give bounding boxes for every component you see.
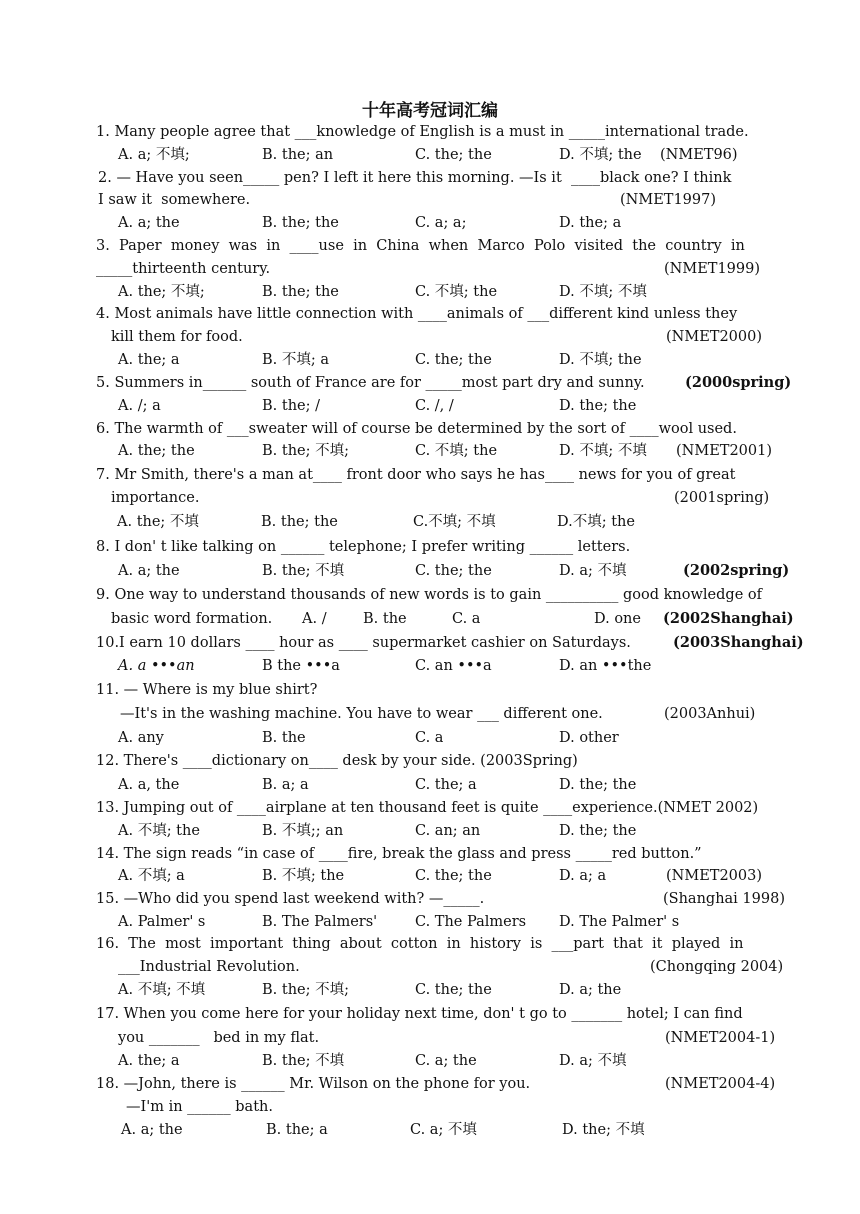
question-3-option-a: A. the; 不填; [118,284,205,300]
question-5-option-b: B. the; / [262,398,320,414]
question-17-stem-line2: you _______ bed in my flat. [118,1030,320,1046]
question-1-option-c: C. the; the [415,147,492,163]
question-2-option-c: C. a; a; [415,215,467,231]
question-11-option-b: B. the [262,730,306,746]
question-7-stem-line2: importance. [111,490,200,506]
question-15-source: (Shanghai 1998) [663,891,785,907]
question-8-option-b: B. the; 不填 [262,563,345,579]
question-17-option-d: D. a; 不填 [559,1053,627,1069]
document-title: 十年高考冠词汇编 [362,101,498,121]
question-15-option-d: D. The Palmer' s [559,914,680,930]
question-16-option-d: D. a; the [559,982,622,998]
question-8-option-a: A. a; the [118,563,180,579]
question-8-option-c: C. the; the [415,563,492,579]
question-13-option-c: C. an; an [415,823,481,839]
question-7-option-c: C.不填; 不填 [413,514,496,530]
question-17-stem-line1: 17. When you come here for your holiday next time, don' t go to _______ hotel; I can find [96,1006,743,1022]
question-9-stem-line2: basic word formation. [111,611,273,627]
question-3-stem-line1: 3. Paper money was in ____use in China when Marco Polo visited the country in [96,238,745,254]
question-14-stem: 14. The sign reads “in case of ____fire, break the glass and press _____red button.” [96,846,702,862]
question-5-source: (2000spring) [685,374,792,391]
question-12-stem: 12. There's ____dictionary on____ desk by your side. (2003Spring) [96,753,578,769]
question-6-source: (NMET2001) [676,443,773,459]
question-6-stem: 6. The warmth of ___sweater will of course be determined by the sort of ____wool used. [96,421,737,437]
question-3-stem-line2: _____thirteenth century. [96,261,271,277]
question-18-option-c: C. a; 不填 [410,1122,477,1138]
question-17-source: (NMET2004-1) [665,1030,776,1046]
question-15-option-c: C. The Palmers [415,914,527,930]
question-4-option-d: D. 不填; the [559,352,642,368]
question-13-option-b: B. 不填;; an [262,823,344,839]
question-10-option-a: A. a •••an [118,658,195,674]
question-5-option-d: D. the; the [559,398,637,414]
question-7-option-b: B. the; the [261,514,338,530]
question-2-stem-line1: 2. — Have you seen_____ pen? I left it here this morning. —Is it ____black one? I think [98,170,732,186]
question-14-option-c: C. the; the [415,868,492,884]
question-6-option-d: D. 不填; 不填 [559,443,647,459]
question-17-option-a: A. the; a [118,1053,180,1069]
question-18-source: (NMET2004-4) [665,1076,776,1092]
question-9-option-b: B. the [363,611,407,627]
question-16-stem-line1: 16. The most important thing about cotton in history is ___part that it played in [96,936,744,952]
question-18-stem-line2: —I'm in ______ bath. [126,1099,273,1115]
question-3-option-c: C. 不填; the [415,284,498,300]
question-2-stem-line2: I saw it somewhere. [98,192,251,208]
question-1-option-a: A. a; 不填; [118,147,190,163]
question-7-source: (2001spring) [674,490,770,506]
question-12-option-a: A. a, the [118,777,180,793]
question-17-option-c: C. a; the [415,1053,477,1069]
question-18-option-b: B. the; a [266,1122,328,1138]
question-11-source: (2003Anhui) [664,706,756,722]
question-14-option-a: A. 不填; a [118,868,185,884]
question-7-option-d: D.不填; the [557,514,635,530]
question-12-option-c: C. the; a [415,777,477,793]
question-6-option-c: C. 不填; the [415,443,498,459]
question-10-source: (2003Shanghai) [673,634,804,651]
question-4-option-b: B. 不填; a [262,352,330,368]
question-8-option-d: D. a; 不填 [559,563,627,579]
question-11-option-c: C. a [415,730,444,746]
question-9-option-d: D. one [594,611,641,627]
question-14-option-d: D. a; a [559,868,607,884]
question-9-option-a: A. / [302,611,327,627]
question-5-option-c: C. /, / [415,398,454,414]
question-13-option-d: D. the; the [559,823,637,839]
question-3-option-d: D. 不填; 不填 [559,284,647,300]
question-1-source: (NMET96) [660,147,738,163]
question-4-option-c: C. the; the [415,352,492,368]
question-12-option-d: D. the; the [559,777,637,793]
question-14-source: (NMET2003) [666,868,763,884]
question-9-source: (2002Shanghai) [663,610,794,627]
question-10-option-d: D. an •••the [559,658,652,674]
question-11-stem-line2: —It's in the washing machine. You have to wear ___ different one. [120,706,603,722]
question-4-stem-line1: 4. Most animals have little connection with ____animals of ___different kind unless they [96,306,738,322]
question-1-option-d: D. 不填; the [559,147,642,163]
question-11-option-d: D. other [559,730,619,746]
question-13-option-a: A. 不填; the [118,823,200,839]
question-10-option-c: C. an •••a [415,658,492,674]
question-2-source: (NMET1997) [620,192,717,208]
question-16-option-b: B. the; 不填; [262,982,349,998]
question-8-stem: 8. I don' t like talking on ______ telephone; I prefer writing ______ letters. [96,539,631,555]
question-2-option-d: D. the; a [559,215,622,231]
question-7-stem-line1: 7. Mr Smith, there's a man at____ front door who says he has____ news for you of great [96,467,736,483]
question-2-option-a: A. a; the [118,215,180,231]
question-15-option-b: B. The Palmers' [262,914,378,930]
question-14-option-b: B. 不填; the [262,868,345,884]
question-11-stem-line1: 11. — Where is my blue shirt? [96,682,318,698]
question-5-stem: 5. Summers in______ south of France are for _____most part dry and sunny. [96,375,645,391]
question-9-option-c: C. a [452,611,481,627]
question-10-option-b: B the •••a [262,658,340,674]
question-9-stem-line1: 9. One way to understand thousands of new words is to gain __________ good knowledge of [96,587,762,603]
question-7-option-a: A. the; 不填 [117,514,199,530]
question-16-option-a: A. 不填; 不填 [118,982,206,998]
question-16-stem-line2: ___Industrial Revolution. [118,959,300,975]
question-4-source: (NMET2000) [666,329,763,345]
question-18-stem-line1: 18. —John, there is ______ Mr. Wilson on the phone for you. [96,1076,531,1092]
question-15-stem: 15. —Who did you spend last weekend with? —_____. [96,891,485,907]
question-16-source: (Chongqing 2004) [650,959,784,975]
question-6-option-a: A. the; the [118,443,195,459]
question-1-option-b: B. the; an [262,147,334,163]
question-15-option-a: A. Palmer' s [118,914,206,930]
question-18-option-a: A. a; the [121,1122,183,1138]
question-18-option-d: D. the; 不填 [562,1122,645,1138]
question-12-option-b: B. a; a [262,777,309,793]
question-6-option-b: B. the; 不填; [262,443,349,459]
question-4-stem-line2: kill them for food. [111,329,243,345]
question-3-source: (NMET1999) [664,261,761,277]
question-4-option-a: A. the; a [118,352,180,368]
question-8-source: (2002spring) [683,562,790,579]
question-1-stem: 1. Many people agree that ___knowledge of English is a must in _____international trade. [96,124,749,140]
question-3-option-b: B. the; the [262,284,339,300]
question-11-option-a: A. any [118,730,164,746]
question-10-stem: 10.I earn 10 dollars ____ hour as ____ supermarket cashier on Saturdays. [96,635,631,651]
question-16-option-c: C. the; the [415,982,492,998]
question-17-option-b: B. the; 不填 [262,1053,345,1069]
question-5-option-a: A. /; a [118,398,161,414]
question-2-option-b: B. the; the [262,215,339,231]
question-13-stem: 13. Jumping out of ____airplane at ten thousand feet is quite ____experience.(NMET 2002) [96,800,759,816]
